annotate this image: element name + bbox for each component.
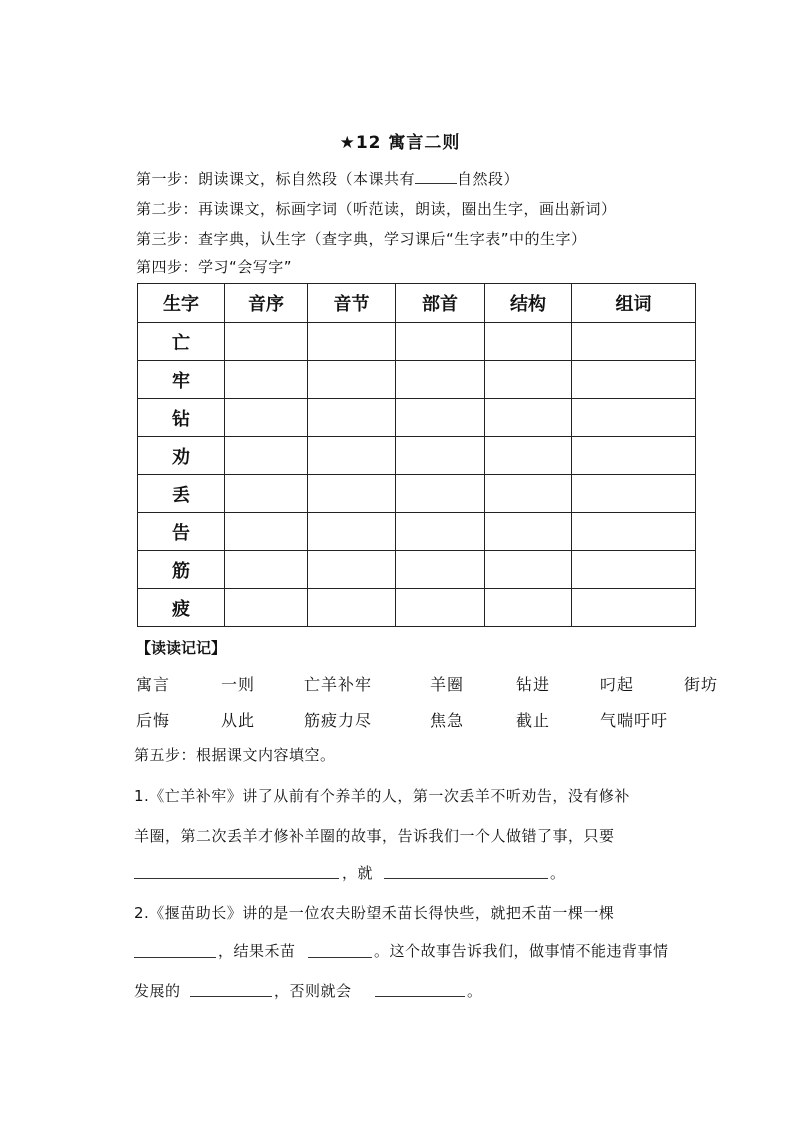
answer-cell[interactable] xyxy=(572,513,696,551)
step-1 xyxy=(136,168,519,189)
question-1-line-2: 羊圈，第二次丢羊才修补羊圈的故事，告诉我们一个人做错了事，只要 xyxy=(134,827,615,845)
answer-cell[interactable] xyxy=(308,361,396,399)
character-cell: 牢 xyxy=(138,361,225,399)
header-cell: 音序 xyxy=(225,284,308,323)
answer-cell[interactable] xyxy=(308,323,396,361)
answer-cell[interactable] xyxy=(485,589,572,627)
table-row xyxy=(138,551,696,589)
question-1-end: 。 xyxy=(550,864,566,882)
table-row xyxy=(138,437,696,475)
page-title: ★12 寓言二则 xyxy=(339,133,461,153)
question-2-blank-4[interactable] xyxy=(375,996,465,997)
question-2-end: 。 xyxy=(467,982,483,1000)
question-2-text-c: 发展的 xyxy=(134,982,181,1000)
answer-cell[interactable] xyxy=(572,399,696,437)
answer-cell[interactable] xyxy=(572,323,696,361)
step-4: 第四步：学习“会写字” xyxy=(136,258,293,276)
character-cell: 钻 xyxy=(138,399,225,437)
answer-cell[interactable] xyxy=(308,589,396,627)
character-cell: 劝 xyxy=(138,437,225,475)
step-5-heading: 第五步：根据课文内容填空。 xyxy=(134,746,336,764)
question-2-text-a: ，结果禾苗 xyxy=(218,942,296,960)
answer-cell[interactable] xyxy=(396,323,485,361)
answer-cell[interactable] xyxy=(225,475,308,513)
word-item: 从此 xyxy=(221,711,256,730)
question-1-line-1: 1.《亡羊补牢》讲了从前有个养羊的人，第一次丢羊不听劝告，没有修补 xyxy=(134,787,630,805)
reading-heading: 【读读记记】 xyxy=(136,639,227,657)
word-item: 截止 xyxy=(516,711,551,730)
word-item: 羊圈 xyxy=(430,675,465,694)
word-item: 筋疲力尽 xyxy=(304,711,373,730)
answer-cell[interactable] xyxy=(396,475,485,513)
answer-cell[interactable] xyxy=(396,437,485,475)
answer-cell[interactable] xyxy=(485,437,572,475)
step-3: 第三步：查字典，认生字（查字典，学习课后“生字表”中的生字） xyxy=(136,230,587,248)
word-item: 一则 xyxy=(221,675,256,694)
table-header-row xyxy=(138,284,696,323)
table-row xyxy=(138,361,696,399)
question-2-text-d: ，否则就会 xyxy=(274,982,352,1000)
word-item: 气喘吁吁 xyxy=(600,711,669,730)
character-cell: 筋 xyxy=(138,551,225,589)
answer-cell[interactable] xyxy=(572,551,696,589)
character-cell: 亡 xyxy=(138,323,225,361)
question-2-blank-1[interactable] xyxy=(134,957,216,958)
word-item: 叼起 xyxy=(600,675,635,694)
question-2-blank-2[interactable] xyxy=(308,957,372,958)
answer-cell[interactable] xyxy=(308,551,396,589)
answer-cell[interactable] xyxy=(308,475,396,513)
answer-cell[interactable] xyxy=(225,399,308,437)
answer-cell[interactable] xyxy=(572,589,696,627)
header-cell: 生字 xyxy=(138,284,225,323)
answer-cell[interactable] xyxy=(225,589,308,627)
answer-cell[interactable] xyxy=(225,437,308,475)
answer-cell[interactable] xyxy=(396,399,485,437)
answer-cell[interactable] xyxy=(225,551,308,589)
header-cell: 部首 xyxy=(396,284,485,323)
answer-cell[interactable] xyxy=(485,551,572,589)
answer-cell[interactable] xyxy=(396,361,485,399)
answer-cell[interactable] xyxy=(225,361,308,399)
table-row xyxy=(138,513,696,551)
answer-cell[interactable] xyxy=(485,513,572,551)
answer-cell[interactable] xyxy=(485,475,572,513)
step-1-text: 第一步：朗读课文，标自然段（本课共有 xyxy=(136,170,416,188)
step-1-suffix: 自然段） xyxy=(457,170,520,188)
table-row xyxy=(138,323,696,361)
question-1-blank-2[interactable] xyxy=(384,878,548,879)
header-cell: 音节 xyxy=(308,284,396,323)
answer-cell[interactable] xyxy=(485,399,572,437)
word-item: 街坊 xyxy=(684,675,719,694)
answer-cell[interactable] xyxy=(572,475,696,513)
answer-cell[interactable] xyxy=(308,399,396,437)
paragraph-count-blank[interactable] xyxy=(415,169,457,184)
table-row xyxy=(138,475,696,513)
answer-cell[interactable] xyxy=(572,437,696,475)
character-cell: 告 xyxy=(138,513,225,551)
answer-cell[interactable] xyxy=(225,323,308,361)
word-item: 后悔 xyxy=(136,711,171,730)
question-2-line-1: 2.《揠苗助长》讲的是一位农夫盼望禾苗长得快些，就把禾苗一棵一棵 xyxy=(134,904,615,922)
answer-cell[interactable] xyxy=(396,551,485,589)
answer-cell[interactable] xyxy=(485,361,572,399)
header-cell: 结构 xyxy=(485,284,572,323)
answer-cell[interactable] xyxy=(485,323,572,361)
question-2-blank-3[interactable] xyxy=(190,996,272,997)
answer-cell[interactable] xyxy=(308,513,396,551)
word-item: 亡羊补牢 xyxy=(304,675,373,694)
table-row xyxy=(138,399,696,437)
character-cell: 丢 xyxy=(138,475,225,513)
answer-cell[interactable] xyxy=(396,589,485,627)
answer-cell[interactable] xyxy=(308,437,396,475)
character-cell: 疲 xyxy=(138,589,225,627)
answer-cell[interactable] xyxy=(396,513,485,551)
table-row xyxy=(138,589,696,627)
question-1-blank-1[interactable] xyxy=(134,878,339,879)
word-item: 寓言 xyxy=(136,675,171,694)
answer-cell[interactable] xyxy=(225,513,308,551)
question-2-text-b: 。这个故事告诉我们，做事情不能违背事情 xyxy=(374,942,669,960)
step-2: 第二步：再读课文，标画字词（听范读，朗读，圈出生字，画出新词） xyxy=(136,200,617,218)
word-item: 钻进 xyxy=(516,675,551,694)
question-1-connector: ，就 xyxy=(342,864,374,882)
word-item: 焦急 xyxy=(430,711,465,730)
character-table xyxy=(137,283,696,627)
answer-cell[interactable] xyxy=(572,361,696,399)
header-cell: 组词 xyxy=(572,284,696,323)
